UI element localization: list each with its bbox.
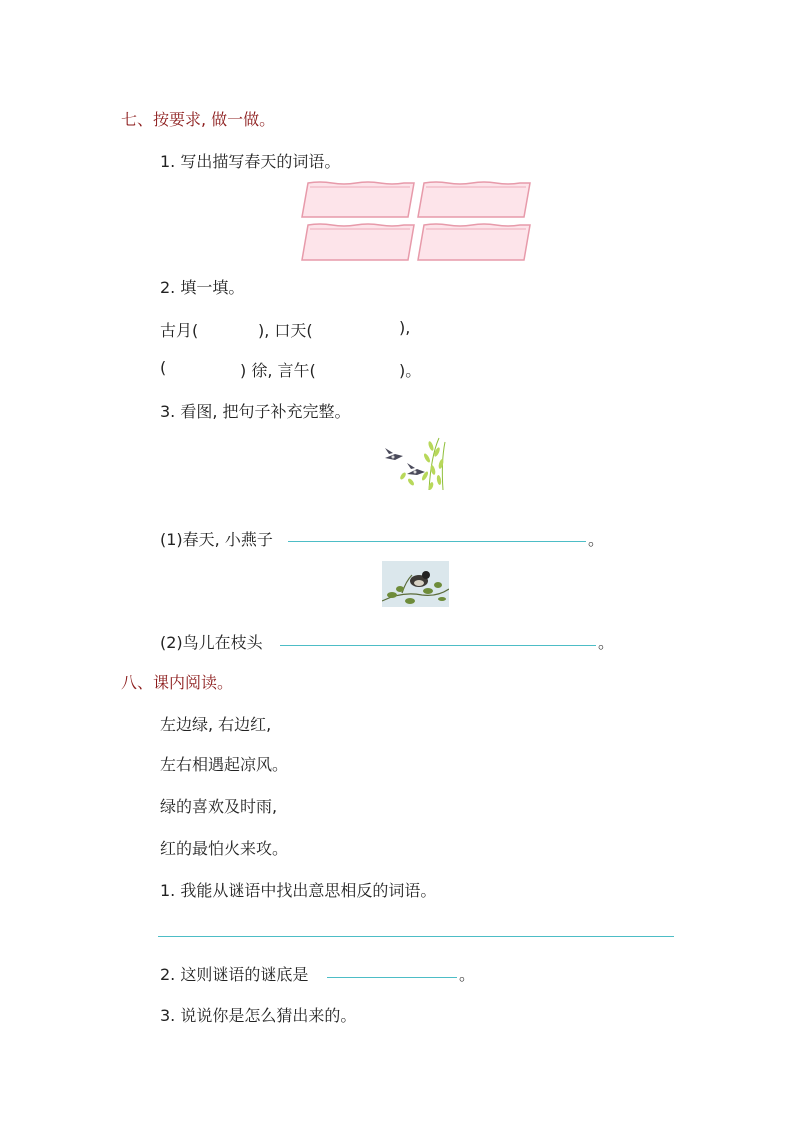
fill-row-2-part-2: ) 徐, 言午( (240, 361, 316, 380)
question-8-3: 3. 说说你是怎么猜出来的。 (160, 1006, 357, 1025)
question-8-2: 2. 这则谜语的谜底是 (160, 965, 309, 984)
sentence-2-end: 。 (598, 633, 615, 652)
sentence-2-answer-line[interactable] (280, 645, 596, 646)
poem-line-2: 左右相遇起凉风。 (160, 755, 289, 774)
question-8-1-answer-line[interactable] (158, 936, 674, 937)
question-8-1: 1. 我能从谜语中找出意思相反的词语。 (160, 881, 437, 900)
fill-row-1-part-1: 古月( (160, 321, 199, 340)
sentence-2-prompt: (2)鸟儿在枝头 (160, 633, 263, 652)
section-8-heading: 八、课内阅读。 (121, 673, 234, 692)
sentence-1-answer-line[interactable] (288, 541, 586, 542)
question-7-3: 3. 看图, 把句子补充完整。 (160, 402, 351, 421)
word-box-grid (300, 180, 532, 264)
poem-line-1: 左边绿, 右边红, (160, 715, 272, 734)
swallows-willow-image (381, 436, 449, 492)
sentence-1-end: 。 (588, 530, 605, 549)
poem-line-4: 红的最怕火来攻。 (160, 839, 289, 858)
fill-row-2-part-1: ( (160, 358, 167, 377)
sentence-1-prompt: (1)春天, 小燕子 (160, 530, 273, 549)
section-7-heading: 七、按要求, 做一做。 (121, 110, 276, 129)
question-8-2-answer-line[interactable] (327, 977, 457, 978)
fill-row-1-part-2: ), 口天( (258, 321, 313, 340)
fill-row-1-part-3: ), (399, 318, 411, 337)
poem-line-3: 绿的喜欢及时雨, (160, 797, 278, 816)
bird-on-branch-image (382, 561, 449, 607)
fill-row-2-part-3: )。 (399, 361, 422, 380)
question-7-2: 2. 填一填。 (160, 278, 245, 297)
question-8-2-end: 。 (459, 965, 476, 984)
question-7-1: 1. 写出描写春天的词语。 (160, 152, 341, 171)
